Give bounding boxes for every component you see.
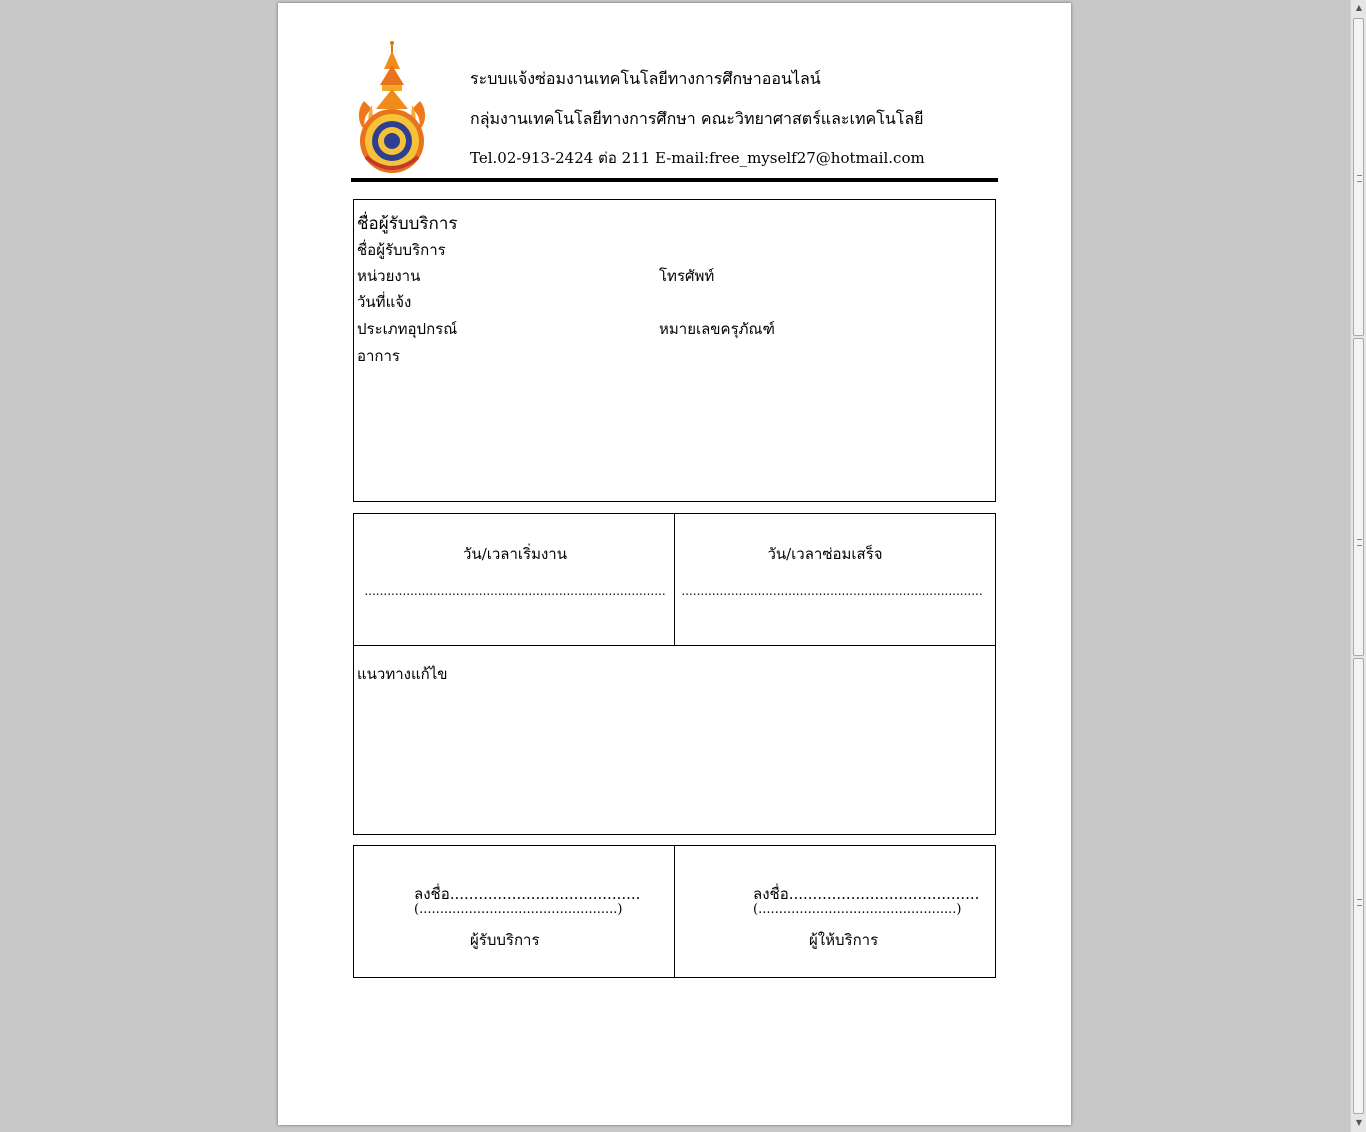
solution-label: แนวทางแก้ไข [357,665,448,683]
phone-label: โทรศัพท์ [659,267,715,285]
client-signature-box [353,845,675,978]
client-info-box [353,199,996,502]
client-section-heading: ชื่อผู้รับบริการ [357,214,458,234]
equipment-type-label: ประเภทอุปกรณ์ [357,320,458,338]
client-name-label: ชื่อผู้รับบริการ [357,241,446,259]
scroll-up-arrow-icon[interactable]: ▲ [1355,3,1363,12]
thumb-grip-icon [1357,175,1362,182]
track-grip-icon [1357,539,1362,546]
system-title: ระบบแจ้งซ่อมงานเทคโนโลยีทางการศึกษาออนไลน์ [470,69,821,88]
provider-sign-line: ลงชื่อ........................................ [753,885,980,903]
client-sign-line: ลงชื่อ........................................ [414,885,641,903]
department-title: กลุ่มงานเทคโนโลยีทางการศึกษา คณะวิทยาศาสตร์และเทคโนโลยี [470,109,924,128]
scrollbar-track-segment-lower[interactable] [1353,658,1364,1114]
client-name-paren: (................................................) [414,902,623,917]
solution-box [353,645,996,835]
finish-time-label: วัน/เวลาซ่อมเสร็จ [767,545,883,563]
scrollbar-track-segment[interactable] [1353,338,1364,656]
finish-time-box [674,513,996,646]
client-role-label: ผู้รับบริการ [470,931,540,949]
department-label: หน่วยงาน [357,267,421,285]
provider-name-paren: (................................................) [753,902,962,917]
header-rule [351,178,998,182]
start-time-dots: ............................................................................... [364,584,666,598]
start-time-label: วัน/เวลาเริ่มงาน [463,545,567,563]
vertical-scrollbar[interactable] [1350,0,1366,1132]
asset-number-label: หมายเลขครุภัณฑ์ [659,320,775,338]
document-page [278,3,1071,1125]
start-time-box [353,513,675,646]
symptom-label: อาการ [357,347,400,365]
scrollbar-thumb[interactable] [1353,18,1364,336]
provider-signature-box [674,845,996,978]
track-lower-grip-icon [1357,899,1362,906]
finish-time-dots: ............................................................................... [681,584,983,598]
university-logo-icon [352,39,432,177]
scroll-down-arrow-icon[interactable]: ▼ [1355,1118,1363,1127]
provider-role-label: ผู้ให้บริการ [809,931,879,949]
report-date-label: วันที่แจ้ง [357,293,412,311]
contact-info: Tel.02-913-2424 ต่อ 211 E-mail:free_myself27@hotmail.com [470,149,925,167]
